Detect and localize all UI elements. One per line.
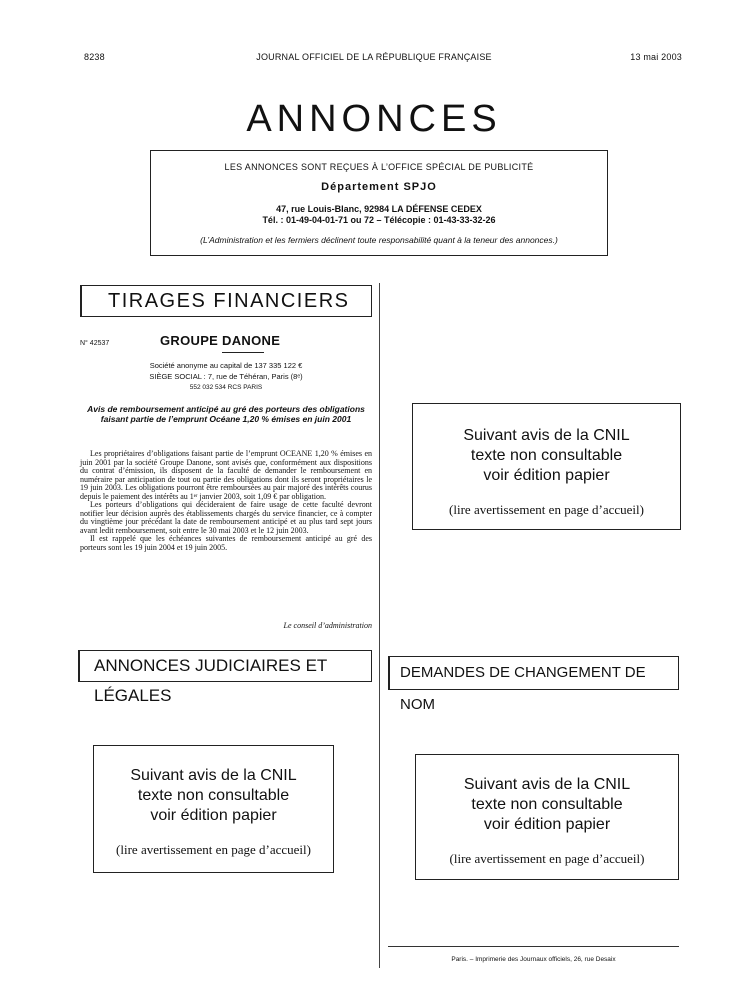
company-name: GROUPE DANONE: [160, 333, 281, 348]
cnil-line: voir édition papier: [483, 467, 610, 484]
cnil-note: (lire avertissement en page d’accueil): [116, 842, 311, 857]
company-capital: Société anonyme au capital de 137 335 122 €: [149, 361, 303, 370]
spjo-info-box: [150, 150, 608, 256]
company-rcs: 552 032 534 RCS PARIS: [189, 384, 263, 391]
cnil-notice-box: [412, 403, 681, 530]
notice-signature: Le conseil d’administration: [283, 621, 372, 630]
spjo-disclaimer: (L’Administration et les fermiers déclinent toute responsabilité quant à la teneur des annonces.): [200, 235, 558, 245]
spjo-intro: LES ANNONCES SONT REÇUES À L’OFFICE SPÉCIAL DE PUBLICITÉ: [224, 162, 534, 172]
cnil-line: voir édition papier: [483, 816, 611, 833]
spjo-address: 47, rue Louis-Blanc, 92984 LA DÉFENSE CEDEX: [276, 204, 482, 214]
notice-number: N° 42537: [80, 340, 110, 347]
company-seat: SIÈGE SOCIAL : 7, rue de Téhéran, Paris (8ᵉ): [149, 372, 303, 381]
notice-paragraph: Il est rappelé que les échéances suivantes de remboursement anticipé au gré des porteurs sont les 19 juin 2004 et 19 juin 2005.: [80, 534, 372, 552]
notice-title: Avis de remboursement anticipé au gré des porteurs des obligations faisant partie de l’emprunt Océane 1,20 % émises en juin 2001: [87, 404, 365, 424]
printer-imprint: Paris. – Imprimerie des Journaux officiels, 26, rue Desaix: [451, 956, 616, 963]
spjo-phone: Tél. : 01-49-04-01-71 ou 72 – Télécopie : 01-43-33-32-26: [262, 215, 496, 225]
cnil-notice-box: [93, 745, 334, 873]
notice-paragraph: Les porteurs d’obligations qui décideraient de faire usage de cette faculté devront notifier leur décision auprès des établissements chargés du service financier, ce à compter du vingtième jour précédant la date de remboursement anticipé et au plus tard sept jours avant ledit remboursement, soit entre le 30 mai 2003 et le 12 juin 2003.: [80, 500, 372, 535]
section-header-judiciaires: ANNONCES JUDICIAIRES ET LÉGALES: [78, 650, 372, 682]
cnil-note: (lire avertissement en page d’accueil): [449, 851, 645, 866]
footer-divider: [388, 946, 679, 947]
page-number: 8238: [84, 52, 105, 62]
cnil-note: (lire avertissement en page d’accueil): [449, 502, 644, 517]
notice-body: [80, 450, 372, 552]
cnil-line: texte non consultable: [471, 796, 623, 813]
section-header-tirages: TIRAGES FINANCIERS: [80, 285, 372, 317]
spjo-department: Département SPJO: [321, 181, 437, 193]
column-divider: [379, 283, 380, 968]
section-header-changement-nom: DEMANDES DE CHANGEMENT DE NOM: [388, 656, 679, 690]
notice-paragraph: Les propriétaires d’obligations faisant partie de l’emprunt OCEANE 1,20 % émises en juin 2001 par la société Groupe Danone, sont avisés que, conformément aux dispositions du contrat d’émission, ils disposent de la faculté de demander le remboursement en numéraire par anticipation de tout ou partie des obligations dont ils seront propriétaires le 19 juin 2003. Les obligations pourront être remboursées au pair majoré des intérêts courus depuis le paiement des intérêts au 1ᵉʳ janvier 2003, soit 1,09 € par obligation.: [80, 449, 372, 501]
company-underline: [222, 352, 264, 353]
company-details: [80, 360, 372, 393]
cnil-line: voir édition papier: [150, 807, 277, 824]
cnil-line: Suivant avis de la CNIL: [463, 427, 630, 444]
cnil-line: texte non consultable: [137, 787, 290, 804]
cnil-line: Suivant avis de la CNIL: [130, 767, 297, 784]
issue-date: 13 mai 2003: [630, 52, 682, 62]
page-title: ANNONCES: [246, 98, 502, 140]
cnil-line: Suivant avis de la CNIL: [463, 776, 631, 793]
cnil-line: texte non consultable: [470, 447, 623, 464]
cnil-notice-box: [415, 754, 679, 880]
journal-title: JOURNAL OFFICIEL DE LA RÉPUBLIQUE FRANÇAISE: [256, 52, 492, 62]
